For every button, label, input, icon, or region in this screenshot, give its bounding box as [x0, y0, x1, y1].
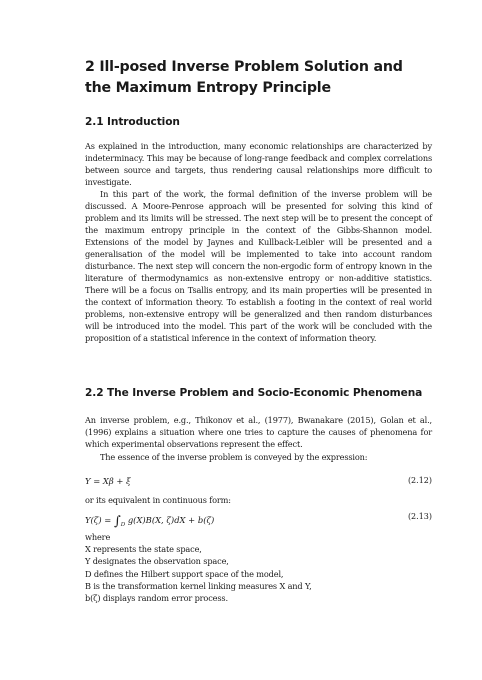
paragraph-introduction-1: As explained in the introduction, many economic relationships are characterized by indeterminacy. This may be because of long-range feedback and complex correlations between source and targets, thus rendering causal relationships more difficult to investigate. — [85, 141, 432, 187]
where-label: where — [85, 532, 111, 542]
section-heading-introduction: 2.1 Introduction — [85, 116, 180, 128]
definition-item: B is the transformation kernel linking measures X and Y, — [85, 580, 312, 591]
definition-item: D defines the Hilbert support space of the model, — [85, 568, 284, 579]
section-heading-inverse-problem: 2.2 The Inverse Problem and Socio-Economic Phenomena — [85, 387, 423, 399]
definition-item: Y designates the observation space, — [85, 556, 229, 567]
chapter-heading: 2 Ill-posed Inverse Problem Solution and the Maximum Entropy Principle — [85, 59, 403, 96]
equation-number: (2.13) — [407, 512, 432, 521]
equation-number: (2.12) — [407, 476, 432, 485]
definition-item: X represents the state space, — [85, 544, 202, 555]
paragraph-introduction-2: In this part of the work, the formal definition of the inverse problem will be discussed. A Moore-Penrose approach will be presented for solving this kind of problem and its limits will be stressed. The next step will be to present the concept of the maximum entropy principle in the context of the Gibbs-Shannon model. Extensions of the model by Jaynes and Kullback-Leibler will be presented and a generalisation of the model will be implemented to take into account random disturbance. The next step will concern the non-ergodic form of entropy known in the literature of thermodynamics as non-extensive entropy or non-additive statistics. There will be a focus on Tsallis entropy, and its main properties will be presented in the context of information theory. To establish a footing in the context of real world problems, non-extensive entropy will be generalized and then random disturbances will be introduced into the model. This part of the work will be concluded with the proposition of a statistical inference in the context of information theory. — [85, 189, 432, 343]
equation-2-13 — [85, 512, 432, 529]
definition-list — [85, 531, 432, 604]
equation-2-13-formula: $Y(\zeta) = \int_D$ g(X)B(X, ζ)dX + b(ζ) — [85, 514, 215, 529]
equation-2-12-formula: Y = Xβ + ξ — [85, 476, 131, 486]
paragraph-inverse-problem-1: An inverse problem, e.g., Thikonov et al., (1977), Bwanakare (2015), Golan et al., (1996) explains a situation where one tries to capture the causes of phenomena for which experimental observations represent the effect. — [85, 415, 432, 449]
definition-item: b(ζ) displays random error process. — [85, 593, 228, 604]
equation-2-12 — [85, 476, 432, 490]
paragraph-continuous-form: or its equivalent in continuous form: — [85, 495, 231, 505]
paragraph-inverse-problem-2: The essence of the inverse problem is conveyed by the expression: — [100, 452, 368, 462]
